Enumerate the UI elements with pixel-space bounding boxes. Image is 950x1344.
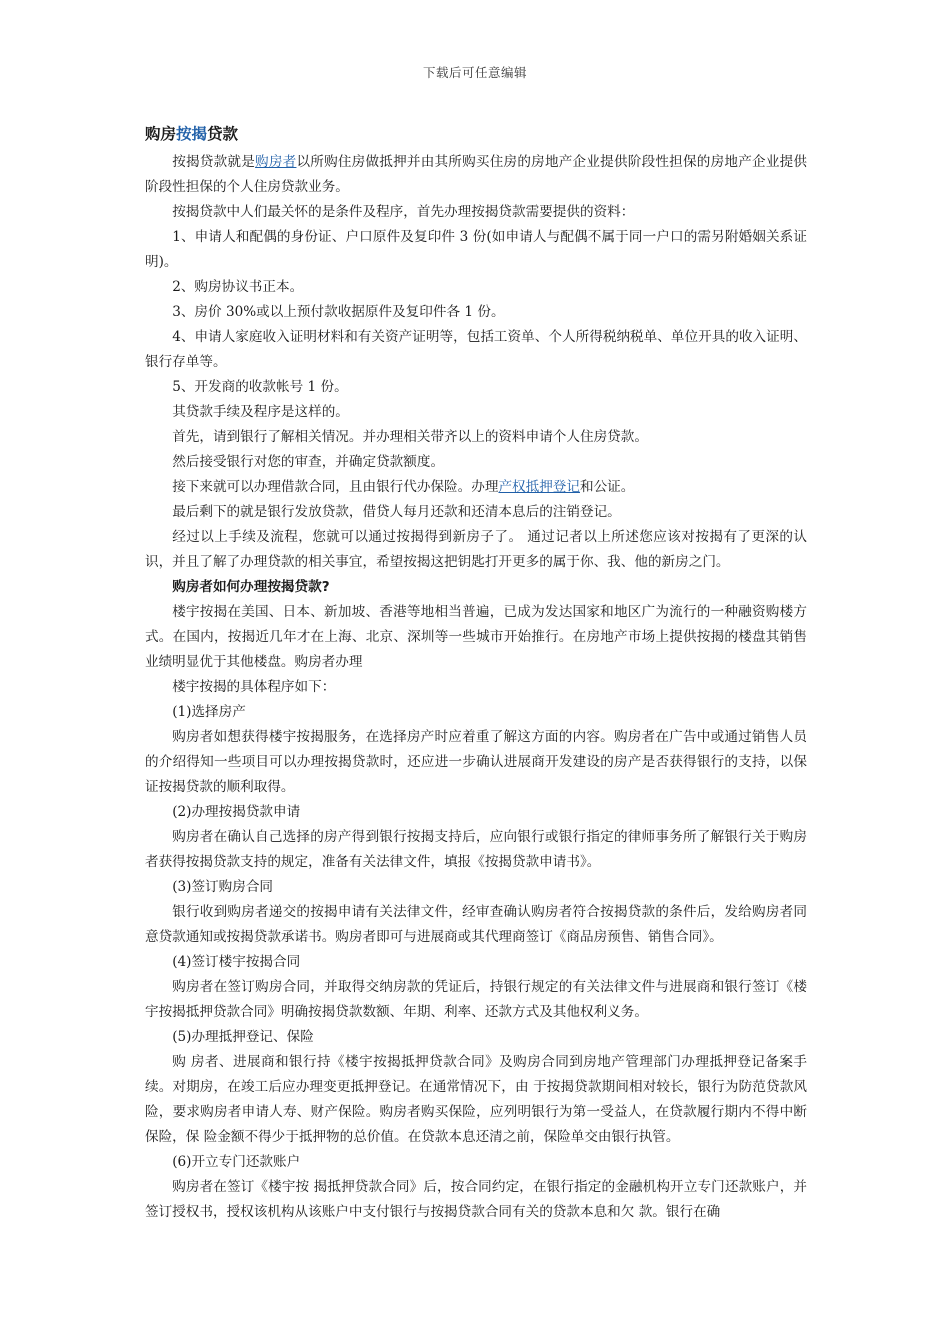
paragraph-definition <box>145 150 807 200</box>
paragraph-step-last: 最后剩下的就是银行发放贷款，借贷人每月还款和还清本息后的注销登记。 <box>172 504 621 520</box>
document-body <box>145 122 807 1225</box>
paragraph-summary: 经过以上手续及流程，您就可以通过按揭得到新房子了。 通过记者以上所述您应该对按揭有了更深的认识，并且了解了办理贷款的相关事宜，希望按揭这把钥匙打开更多的属于你、我、他的新房之门。 <box>145 529 807 570</box>
step-body-1: 购房者如想获得楼宇按揭服务，在选择房产时应着重了解这方面的内容。购房者在广告中或通过销售人员的介绍得知一些项目可以办理按揭贷款时，还应进一步确认进展商开发建设的房产是否获得银行的支持，以保证按揭贷款的顺利取得。 <box>145 729 807 795</box>
step-heading-6: (6)开立专门还款账户 <box>172 1154 301 1170</box>
step-heading-3: (3)签订购房合同 <box>172 879 274 895</box>
step-body-3: 银行收到购房者递交的按揭申请有关法律文件，经审查确认购房者符合按揭贷款的条件后，发给购房者同意贷款通知或按揭贷款承诺书。购房者即可与进展商或其代理商签订《商品房预售、销售合同》。 <box>145 904 807 945</box>
step-body-2: 购房者在确认自己选择的房产得到银行按揭支持后，应向银行或银行指定的律师事务所了解银行关于购房者获得按揭贷款支持的规定，准备有关法律文件，填报《按揭贷款申请书》。 <box>145 829 807 870</box>
list-item-2: 2、购房协议书正本。 <box>172 279 304 295</box>
step-body-5: 购 房者、进展商和银行持《楼宇按揭抵押贷款合同》及购房合同到房地产管理部门办理抵押登记备案手续。对期房，在竣工后应办理变更抵押登记。在通常情况下，由 于按揭贷款期间相对较长，银行为防范贷款风险，要求购房者申请人寿、财产保险。购房者购买保险，应列明银行为第一受益人，在贷款履行期内不得中断保险，保 险金额不得少于抵押物的总价值。在贷款本息还清之前，保险单交由银行执管。 <box>145 1054 807 1145</box>
paragraph-overview: 楼宇按揭在美国、日本、新加坡、香港等地相当普遍，已成为发达国家和地区广为流行的一种融资购楼方式。在国内，按揭近几年才在上海、北京、深圳等一些城市开始推行。在房地产市场上提供按揭的楼盘其销售业绩明显优于其他楼盘。购房者办理 <box>145 604 807 670</box>
list-item-1: 1、申请人和配偶的身份证、户口原件及复印件 3 份(如申请人与配偶不属于同一户口的需另附婚姻关系证明)。 <box>145 229 807 270</box>
step-next-prefix: 接下来就可以办理借款合同，且由银行代办保险。办理 <box>172 479 499 495</box>
step-body-4: 购房者在签订购房合同，并取得交纳房款的凭证后，持银行规定的有关法律文件与进展商和银行签订《楼宇按揭抵押贷款合同》明确按揭贷款数额、年期、利率、还款方式及其他权利义务。 <box>145 979 807 1020</box>
section-subtitle: 购房者如何办理按揭贷款? <box>172 579 330 595</box>
list-item-4: 4、申请人家庭收入证明材料和有关资产证明等，包括工资单、个人所得税纳税单、单位开具的收入证明、银行存单等。 <box>145 329 807 370</box>
paragraph-intro: 按揭贷款中人们最关怀的是条件及程序，首先办理按揭贷款需要提供的资料： <box>172 204 635 220</box>
title-prefix: 购房 <box>145 125 177 143</box>
buyer-link[interactable]: 购房者 <box>255 154 297 170</box>
step-body-6: 购房者在签订《楼宇按 揭抵押贷款合同》后，按合同约定，在银行指定的金融机构开立专门还款账户，并签订授权书，授权该机构从该账户中支付银行与按揭贷款合同有关的贷款本息和欠 款。银行在确 <box>145 1179 807 1220</box>
step-heading-5: (5)办理抵押登记、保险 <box>172 1029 314 1045</box>
title-link[interactable]: 按揭 <box>176 125 208 143</box>
step-heading-1: (1)选择房产 <box>172 704 246 720</box>
step-next-suffix: 和公证。 <box>580 479 635 495</box>
paragraph-procedure: 其贷款手续及程序是这样的。 <box>172 404 349 420</box>
paragraph-step-then: 然后接受银行对您的审查，并确定贷款额度。 <box>172 454 445 470</box>
list-item-3: 3、房价 30%或以上预付款收据原件及复印件各 1 份。 <box>172 304 505 320</box>
paragraph-steps-intro: 楼宇按揭的具体程序如下： <box>172 679 336 695</box>
definition-suffix: 以所购住房做抵押并由其所购买住房的房地产企业提供阶段性担保的房地产企业提供阶段性担保的个人住房贷款业务。 <box>145 154 808 195</box>
list-item-5: 5、开发商的收款帐号 1 份。 <box>172 379 348 395</box>
definition-prefix: 按揭贷款就是 <box>172 154 256 170</box>
step-heading-2: (2)办理按揭贷款申请 <box>172 804 301 820</box>
page-title <box>145 122 807 146</box>
paragraph-step-next <box>145 475 807 500</box>
mortgage-registration-link[interactable]: 产权抵押登记 <box>498 479 580 495</box>
title-suffix: 贷款 <box>207 125 239 143</box>
paragraph-step-first: 首先，请到银行了解相关情况。并办理相关带齐以上的资料申请个人住房贷款。 <box>172 429 648 445</box>
step-heading-4: (4)签订楼宇按揭合同 <box>172 954 301 970</box>
page-header: 下载后可任意编辑 <box>422 65 527 80</box>
